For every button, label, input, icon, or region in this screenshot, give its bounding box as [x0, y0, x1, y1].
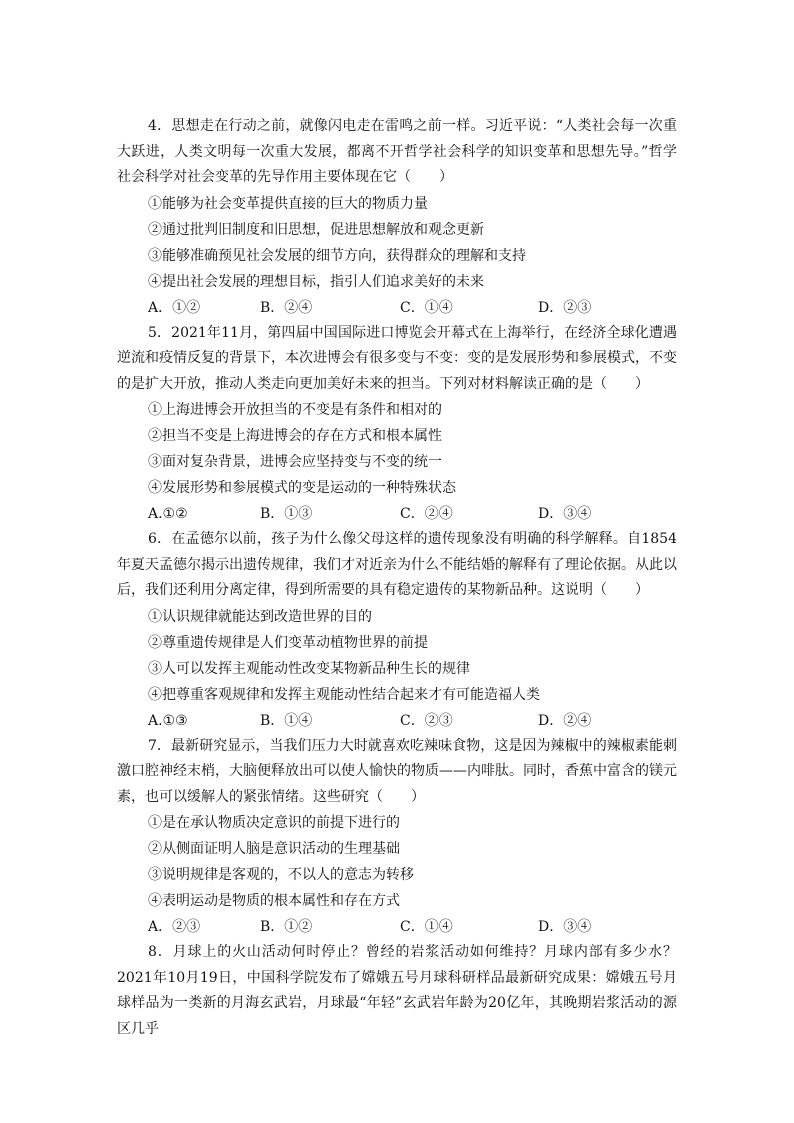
statement-option: ①是在承认物质决定意识的前提下进行的 [148, 815, 400, 831]
answer-choice-b[interactable]: B．①③ [260, 506, 313, 522]
answer-choice-a[interactable]: A．①② [148, 299, 201, 316]
answer-choices [117, 295, 677, 321]
question-stem: 4．思想走在行动之前，就像闪电走在雷鸣之前一样。习近平说：“人类社会每一次重大跃进，人类文明每一次重大发展，都离不开哲学社会科学的知识变革和思想先导。”哲学社会科学对社会变革的先导作用主要体现在它（ ） [117, 118, 677, 185]
statement-option: ③面对复杂背景，进博会应坚持变与不变的统一 [148, 454, 442, 470]
answer-choice-d[interactable]: D．②③ [538, 299, 592, 316]
answer-choice-a[interactable]: A.①② [148, 506, 188, 522]
answer-choice-c[interactable]: C．①④ [400, 299, 453, 316]
question-8 [117, 940, 677, 1042]
answer-choice-a[interactable]: A.①③ [148, 712, 188, 729]
statement-option: ①认识规律就能达到改造世界的目的 [148, 608, 372, 625]
statement-option: ③说明规律是客观的，不以人的意志为转移 [148, 867, 414, 883]
statement-option: ②尊重遗传规律是人们变革动植物世界的前提 [148, 634, 428, 651]
question-list [117, 114, 677, 1042]
question-6 [117, 527, 677, 734]
statement-option: ②通过批判旧制度和旧思想，促进思想解放和观念更新 [148, 221, 484, 238]
statement-option: ④提出社会发展的理想目标，指引人们追求美好的未来 [148, 273, 484, 290]
statement-option: ②从侧面证明人脑是意识活动的生理基础 [148, 841, 400, 857]
answer-choices [117, 914, 677, 940]
answer-choice-d[interactable]: D．②④ [538, 712, 592, 729]
answer-choice-c[interactable]: C．②④ [400, 506, 453, 522]
answer-choices [117, 708, 677, 734]
answer-choice-a[interactable]: A．②③ [148, 919, 201, 935]
statement-option: ③人可以发挥主观能动性改变某物新品种生长的规律 [148, 660, 470, 677]
question-stem: 5．2021年11月，第四届中国国际进口博览会开幕式在上海举行，在经济全球化遭遇逆流和疫情反复的背景下，本次进博会有很多变与不变：变的是发展形势和参展模式，不变的是扩大开放，推动人类走向更加美好未来的担当。下列对材料解读正确的是（ ） [117, 324, 677, 392]
answer-choice-b[interactable]: B．①② [260, 919, 313, 935]
question-stem: 6．在孟德尔以前，孩子为什么像父母这样的遗传现象没有明确的科学解释。自1854年夏天孟德尔揭示出遗传规律，我们才对近亲为什么不能结婚的解释有了理论依据。从此以后，我们还利用分离定律，得到所需要的具有稳定遗传的某物新品种。这说明（ ） [117, 531, 677, 598]
statement-option: ①上海进博会开放担当的不变是有条件和相对的 [148, 402, 442, 418]
answer-choices [117, 501, 677, 527]
answer-choice-b[interactable]: B．②④ [260, 299, 313, 316]
question-stem: 8．月球上的火山活动何时停止？曾经的岩浆活动如何维持？月球内部有多少水？2021年10月19日，中国科学院发布了嫦娥五号月球科研样品最新研究成果：嫦娥五号月球样品为一类新的月海玄武岩，月球最“年轻”玄武岩年龄为20亿年，其晚期岩浆活动的源区几乎 [117, 944, 677, 1037]
question-stem: 7．最新研究显示，当我们压力大时就喜欢吃辣味食物，这是因为辣椒中的辣椒素能刺激口腔神经末梢，大脑便释放出可以使人愉快的物质——内啡肽。同时，香蕉中富含的镁元素，也可以缓解人的紧张情绪。这些研究（ ） [117, 737, 677, 805]
statement-option: ④把尊重客观规律和发挥主观能动性结合起来才有可能造福人类 [148, 686, 540, 703]
question-7 [117, 734, 677, 941]
statement-option: ②担当不变是上海进博会的存在方式和根本属性 [148, 428, 442, 444]
answer-choice-d[interactable]: D．③④ [538, 919, 592, 935]
statement-option: ④表明运动是物质的根本属性和存在方式 [148, 893, 400, 909]
question-5 [117, 321, 677, 528]
answer-choice-c[interactable]: C．②③ [400, 712, 453, 729]
answer-choice-d[interactable]: D．③④ [538, 506, 592, 522]
statement-option: ③能够准确预见社会发展的细节方向，获得群众的理解和支持 [148, 247, 526, 264]
statement-option: ①能够为社会变革提供直接的巨大的物质力量 [148, 195, 428, 212]
question-4 [117, 114, 677, 321]
answer-choice-c[interactable]: C．①④ [400, 919, 453, 935]
statement-option: ④发展形势和参展模式的变是运动的一种特殊状态 [148, 480, 456, 496]
answer-choice-b[interactable]: B．①④ [260, 712, 313, 729]
